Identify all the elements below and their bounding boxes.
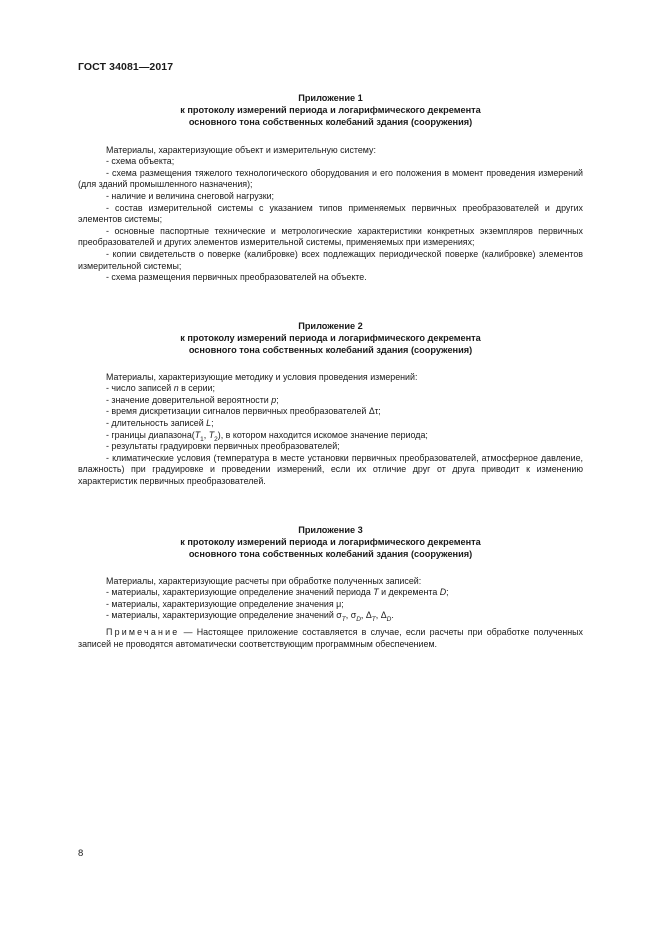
document-standard-header: ГОСТ 34081—2017 xyxy=(78,61,174,73)
list-item: - схема размещения первичных преобразователей на объекте. xyxy=(106,272,367,283)
appendix-intro: Материалы, характеризующие расчеты при обработке полученных записей: xyxy=(106,575,422,586)
appendix-title: Приложение 2 xyxy=(298,321,363,331)
appendix-1-body xyxy=(78,145,583,284)
note-label: Примечание xyxy=(106,626,180,637)
appendix-subtitle: основного тона собственных колебаний здания (сооружения) xyxy=(188,345,473,356)
list-item: - границы $диапазона(T_1$, $T_2$), в котором находится искомое значение периода; xyxy=(106,429,428,443)
appendix-subtitle: основного тона собственных колебаний здания (сооружения) xyxy=(188,117,473,128)
list-item: - результаты градуировки первичных преобразователей; xyxy=(106,441,340,452)
page-number: 8 xyxy=(78,848,84,859)
appendix-title: Приложение 3 xyxy=(298,525,363,535)
appendix-2-heading xyxy=(78,320,583,357)
appendix-3-body xyxy=(78,576,583,651)
list-item: - материалы, характеризующие определение значений периода T и декремента D; xyxy=(106,587,449,598)
list-item: - материалы, характеризующие определение значений $\sigma_T$, $\sigma_D$, $\Delta_T$, $\Delta_D$. xyxy=(106,610,394,624)
list-item: - копии свидетельств о поверке (калибровке) всех подлежащих периодической поверке (калибровке) элементов измерительной системы; xyxy=(78,248,583,271)
list-item: - число записей n в серии; xyxy=(106,383,215,394)
note-text: — Настоящее приложение составляется в случае, если расчеты при обработке полученных записей не проводятся автоматически соответствующим программным обеспечением. xyxy=(78,626,583,649)
appendix-subtitle: основного тона собственных колебаний здания (сооружения) xyxy=(188,549,473,560)
appendix-subtitle: к протоколу измерений периода и логарифмического декремента xyxy=(180,537,481,548)
list-item: - длительность записей L; xyxy=(106,417,214,428)
appendix-3-heading xyxy=(78,524,583,561)
appendix-intro: Материалы, характеризующие объект и измерительную систему: xyxy=(106,144,376,155)
list-item: - время дискретизации сигналов первичных преобразователей Δτ; xyxy=(106,406,381,417)
list-item: - схема объекта; xyxy=(106,156,175,167)
appendix-2 xyxy=(78,320,583,488)
list-item: - климатические условия (температура в месте установки первичных преобразователей, атмосферное давление, влажность) при градуировке и проведении измерений, если их отличие друг от друга приводит к изменению характеристик первичных преобразователей. xyxy=(78,452,583,486)
appendix-1 xyxy=(78,92,583,284)
appendix-2-body xyxy=(78,372,583,488)
list-item: - схема размещения тяжелого технологического оборудования и его положения в момент проведения измерений (для зданий промышленного назначения); xyxy=(78,167,583,190)
appendix-3 xyxy=(78,524,583,650)
list-item: - наличие и величина снеговой нагрузки; xyxy=(106,190,275,201)
appendix-note xyxy=(78,627,583,650)
appendix-intro: Материалы, характеризующие методику и условия проведения измерений: xyxy=(106,371,418,382)
appendix-1-heading xyxy=(78,92,583,129)
appendix-subtitle: к протоколу измерений периода и логарифмического декремента xyxy=(180,105,481,116)
list-item: - материалы, характеризующие определение значения μ; xyxy=(106,598,344,609)
list-item: - основные паспортные технические и метрологические характеристики конкретных экземпляров первичных преобразователей и других элементов измерительной системы, применяемых при измерениях; xyxy=(78,225,583,248)
appendix-subtitle: к протоколу измерений периода и логарифмического декремента xyxy=(180,333,481,344)
appendix-title: Приложение 1 xyxy=(298,93,363,103)
list-item: - состав измерительной системы с указанием типов применяемых первичных преобразователей и других элементов системы; xyxy=(78,202,583,225)
list-item: - значение доверительной вероятности p; xyxy=(106,394,279,405)
